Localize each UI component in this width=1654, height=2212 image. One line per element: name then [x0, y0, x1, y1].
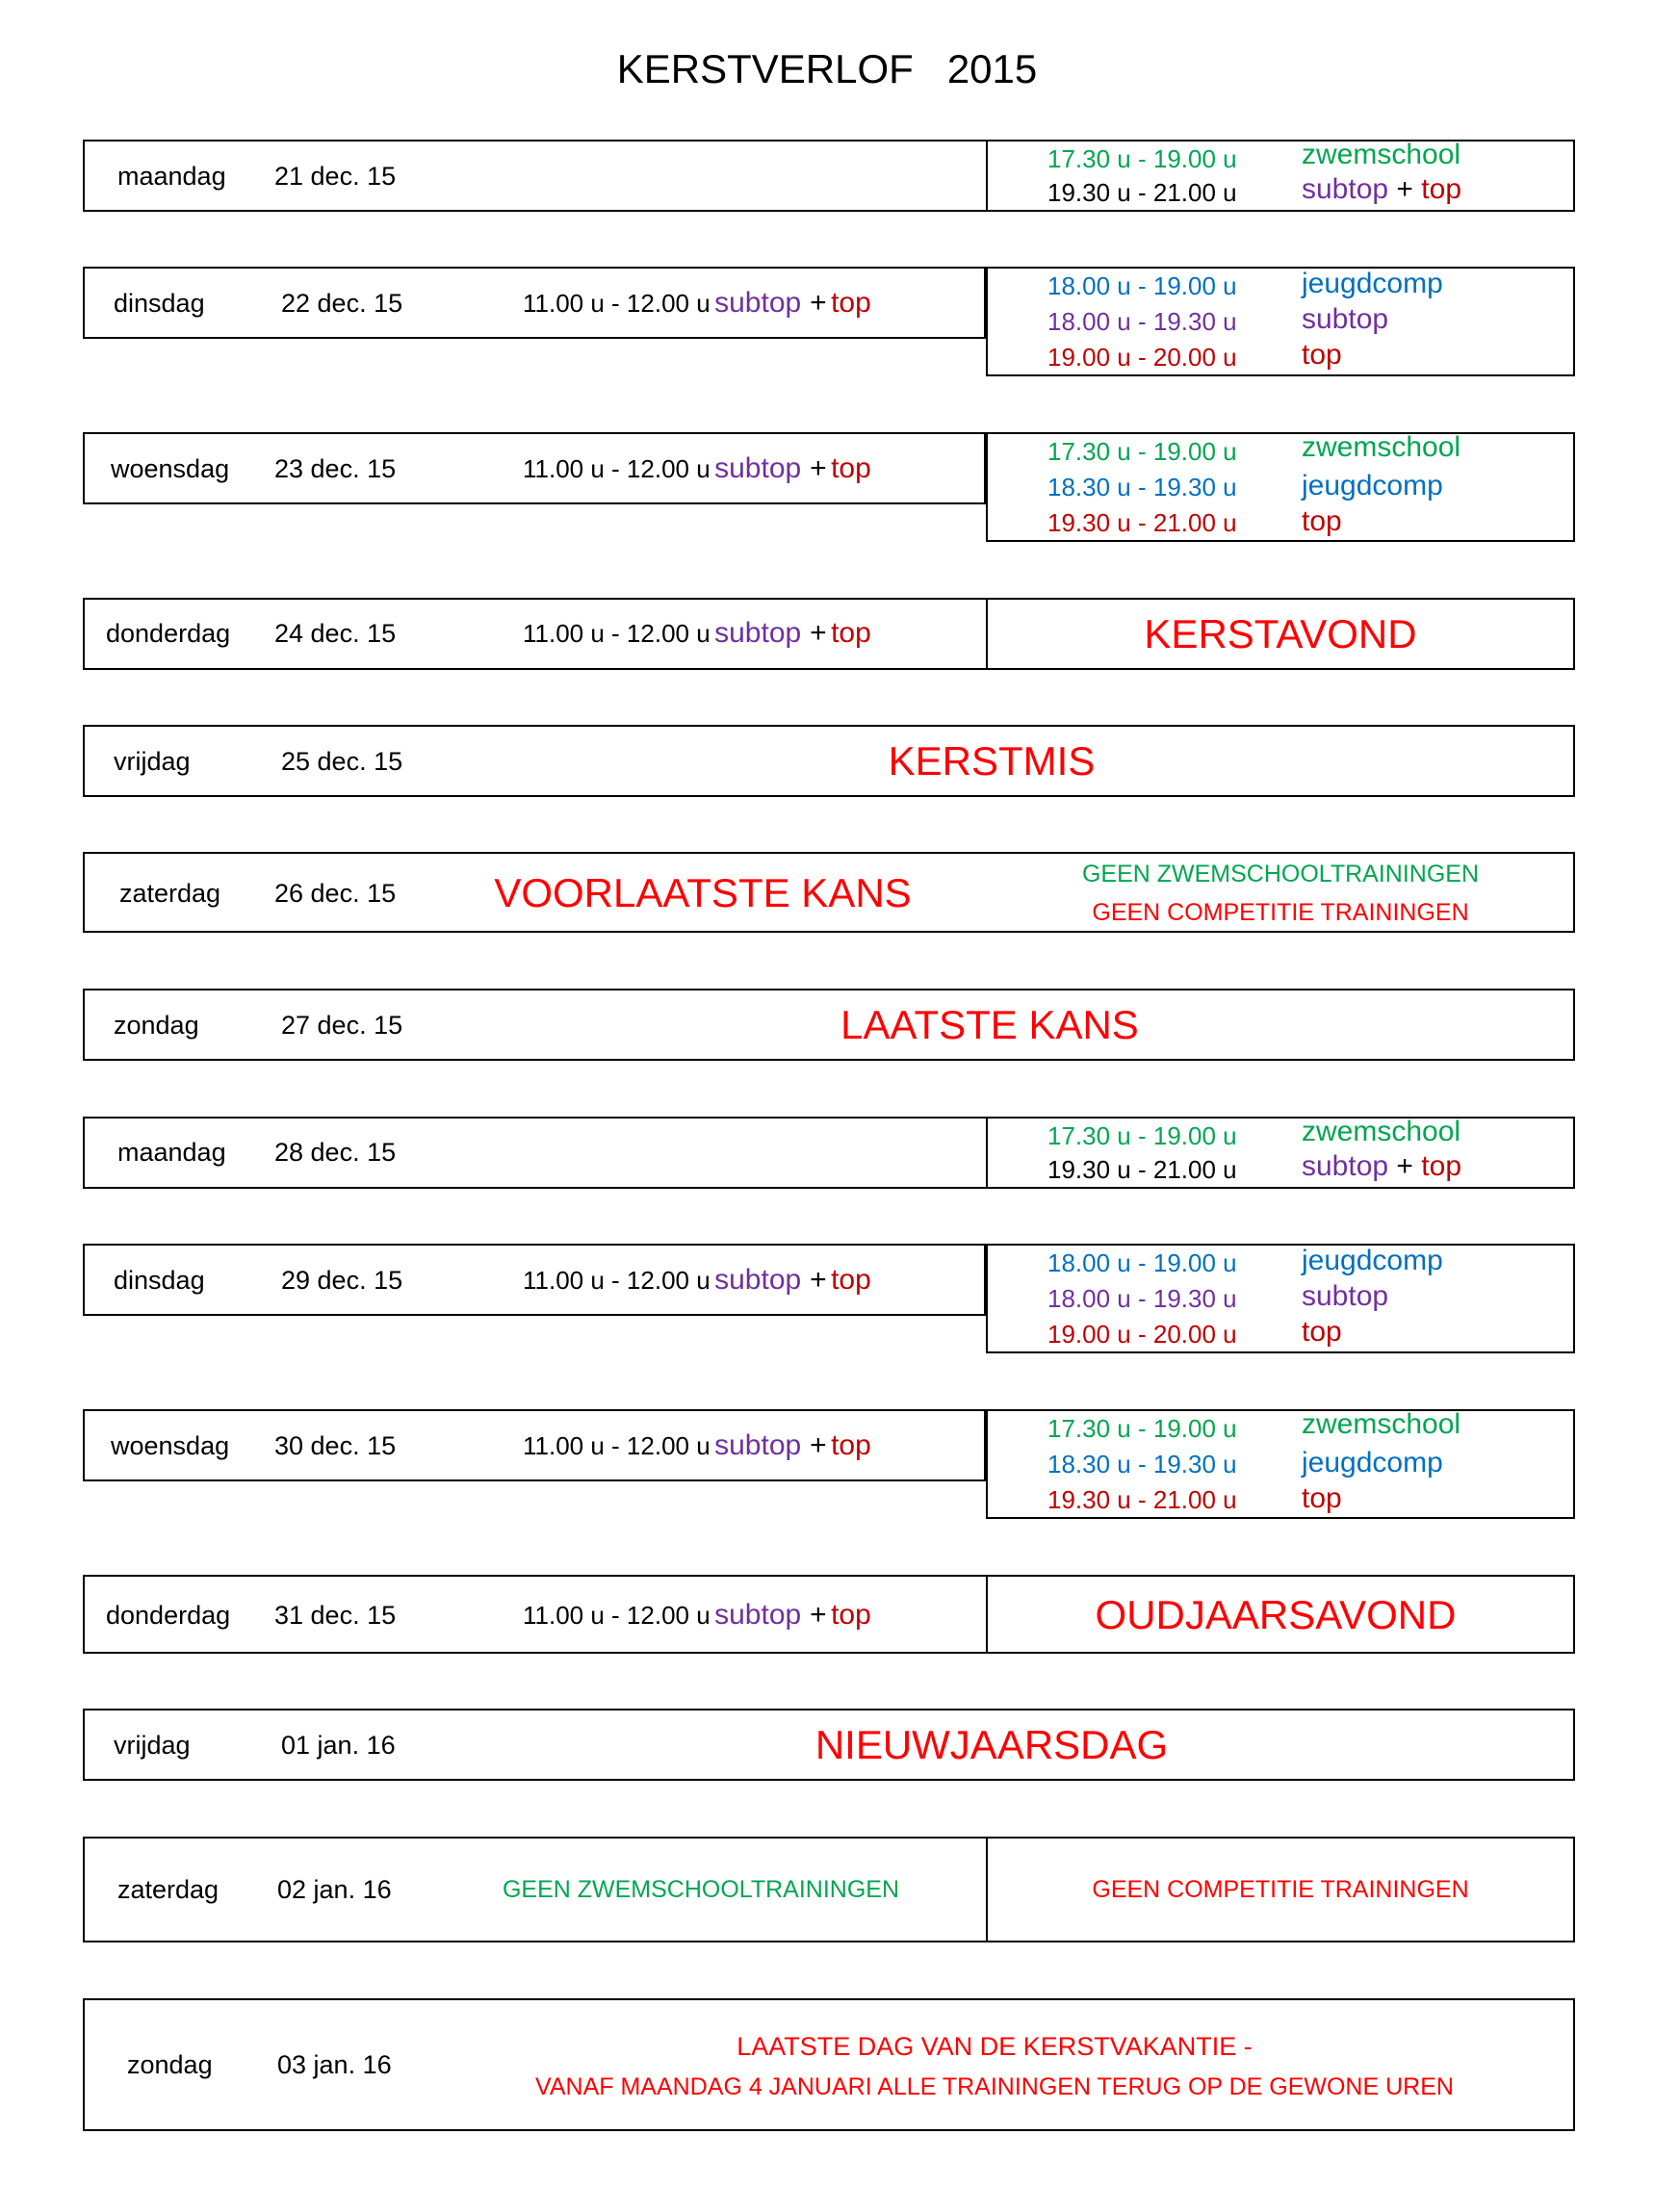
group-top: top [1302, 1316, 1342, 1348]
group-jeugdcomp: jeugdcomp [1302, 268, 1443, 299]
group-subtop: subtop [714, 617, 802, 649]
group-subtop-top [1302, 1152, 1461, 1181]
date: 22 dec. 15 [281, 289, 403, 318]
notice-line: LAATSTE DAG VAN DE KERSTVAKANTIE - [737, 2032, 1253, 2061]
plus-sign: + [1396, 173, 1413, 205]
page-title [0, 46, 1654, 92]
date: 28 dec. 15 [274, 1138, 397, 1167]
evening-time: 18.30 u - 19.30 u [1047, 473, 1237, 502]
evening-time: 18.00 u - 19.30 u [1047, 307, 1237, 336]
evening-time: 19.00 u - 20.00 u [1047, 1320, 1237, 1349]
day-name: donderdag [106, 619, 231, 648]
plus-sign: + [1396, 1150, 1413, 1182]
group-top: top [831, 287, 871, 319]
day-name: vrijdag [114, 747, 191, 776]
holiday-label: NIEUWJAARSDAG [814, 1722, 1169, 1767]
plus-sign: + [810, 1264, 827, 1296]
day-name: zaterdag [119, 879, 221, 908]
evening-time: 17.30 u - 19.00 u [1047, 144, 1237, 173]
day-name: zaterdag [117, 1875, 220, 1904]
date: 29 dec. 15 [281, 1266, 403, 1295]
date: 27 dec. 15 [281, 1011, 403, 1040]
group-top: top [831, 1599, 871, 1631]
group-subtop: subtop [1302, 173, 1389, 205]
group-subtop: subtop [714, 287, 802, 319]
group-top: top [1421, 173, 1462, 205]
morning-time: 11.00 u - 12.00 u [523, 289, 711, 318]
group-top: top [1421, 1150, 1462, 1182]
day-name: dinsdag [114, 289, 205, 318]
date: 25 dec. 15 [281, 747, 403, 776]
title-text: KERSTVERLOF [616, 46, 914, 91]
date: 31 dec. 15 [274, 1601, 397, 1630]
day-name: maandag [117, 1138, 226, 1167]
morning-time: 11.00 u - 12.00 u [523, 1266, 711, 1295]
date: 23 dec. 15 [274, 454, 397, 483]
date: 02 jan. 16 [277, 1875, 392, 1904]
group-zwemschool: zwemschool [1302, 431, 1461, 463]
group-subtop-top [1302, 175, 1461, 204]
date: 30 dec. 15 [274, 1431, 397, 1460]
morning-session [523, 619, 871, 648]
evening-time: 17.30 u - 19.00 u [1047, 1414, 1237, 1443]
holiday-label: OUDJAARSAVOND [1095, 1592, 1457, 1637]
notice-line: GEEN COMPETITIE TRAININGEN [1092, 1876, 1469, 1903]
notice-line: VANAF MAANDAG 4 JANUARI ALLE TRAININGEN TERUG OP DE GEWONE UREN [535, 2073, 1454, 2100]
group-zwemschool: zwemschool [1302, 1116, 1461, 1147]
group-subtop: subtop [714, 1599, 802, 1631]
group-subtop: subtop [714, 1264, 802, 1296]
group-top: top [831, 1429, 871, 1461]
group-top: top [831, 452, 871, 484]
evening-time: 18.30 u - 19.30 u [1047, 1450, 1237, 1479]
evening-time: 19.30 u - 21.00 u [1047, 508, 1237, 537]
plus-sign: + [810, 452, 827, 484]
day-name: zondag [114, 1011, 199, 1040]
day-name: maandag [117, 162, 226, 191]
date: 24 dec. 15 [274, 619, 397, 648]
date: 03 jan. 16 [277, 2050, 392, 2079]
notice-label: VOORLAATSTE KANS [494, 870, 912, 915]
group-subtop: subtop [1302, 1150, 1389, 1182]
group-jeugdcomp: jeugdcomp [1302, 1447, 1443, 1479]
holiday-label: KERSTAVOND [1144, 611, 1417, 656]
day-name: donderdag [106, 1601, 231, 1630]
group-top: top [1302, 1482, 1342, 1514]
group-subtop: subtop [1302, 1280, 1389, 1312]
morning-time: 11.00 u - 12.00 u [523, 454, 711, 483]
date: 21 dec. 15 [274, 162, 397, 191]
group-zwemschool: zwemschool [1302, 139, 1461, 170]
notice-line: GEEN ZWEMSCHOOLTRAININGEN [502, 1876, 900, 1903]
morning-time: 11.00 u - 12.00 u [523, 1431, 711, 1460]
notice-line: GEEN COMPETITIE TRAININGEN [1092, 899, 1469, 926]
morning-session [523, 1431, 871, 1460]
plus-sign: + [810, 287, 827, 319]
notice-label: LAATSTE KANS [840, 1002, 1139, 1047]
evening-time: 17.30 u - 19.00 u [1047, 437, 1237, 466]
day-name: zondag [127, 2050, 213, 2079]
evening-time: 18.00 u - 19.00 u [1047, 271, 1237, 300]
date: 01 jan. 16 [281, 1731, 396, 1760]
morning-session [523, 454, 871, 483]
evening-time: 19.30 u - 21.00 u [1047, 1485, 1237, 1514]
plus-sign: + [810, 1599, 827, 1631]
group-zwemschool: zwemschool [1302, 1408, 1461, 1440]
evening-time: 19.00 u - 20.00 u [1047, 343, 1237, 372]
morning-time: 11.00 u - 12.00 u [523, 1601, 711, 1630]
holiday-label: KERSTMIS [888, 738, 1096, 784]
day-name: vrijdag [114, 1731, 191, 1760]
morning-session [523, 1266, 871, 1295]
evening-time: 18.00 u - 19.30 u [1047, 1284, 1237, 1313]
notice-line: GEEN ZWEMSCHOOLTRAININGEN [1081, 861, 1480, 887]
morning-session [523, 289, 871, 318]
day-name: woensdag [111, 454, 230, 483]
group-top: top [831, 617, 871, 649]
group-top: top [1302, 339, 1342, 371]
morning-session [523, 1601, 871, 1630]
group-jeugdcomp: jeugdcomp [1302, 470, 1443, 502]
group-top: top [1302, 505, 1342, 537]
group-jeugdcomp: jeugdcomp [1302, 1245, 1443, 1276]
plus-sign: + [810, 617, 827, 649]
group-subtop: subtop [1302, 303, 1389, 335]
evening-time: 19.30 u - 21.00 u [1047, 178, 1237, 207]
date: 26 dec. 15 [274, 879, 397, 908]
evening-time: 19.30 u - 21.00 u [1047, 1155, 1237, 1184]
morning-time: 11.00 u - 12.00 u [523, 619, 711, 648]
group-top: top [831, 1264, 871, 1296]
plus-sign: + [810, 1429, 827, 1461]
group-subtop: subtop [714, 1429, 802, 1461]
day-name: dinsdag [114, 1266, 205, 1295]
title-year: 2015 [946, 46, 1038, 91]
group-subtop: subtop [714, 452, 802, 484]
evening-time: 18.00 u - 19.00 u [1047, 1248, 1237, 1277]
day-name: woensdag [111, 1431, 230, 1460]
evening-time: 17.30 u - 19.00 u [1047, 1121, 1237, 1150]
